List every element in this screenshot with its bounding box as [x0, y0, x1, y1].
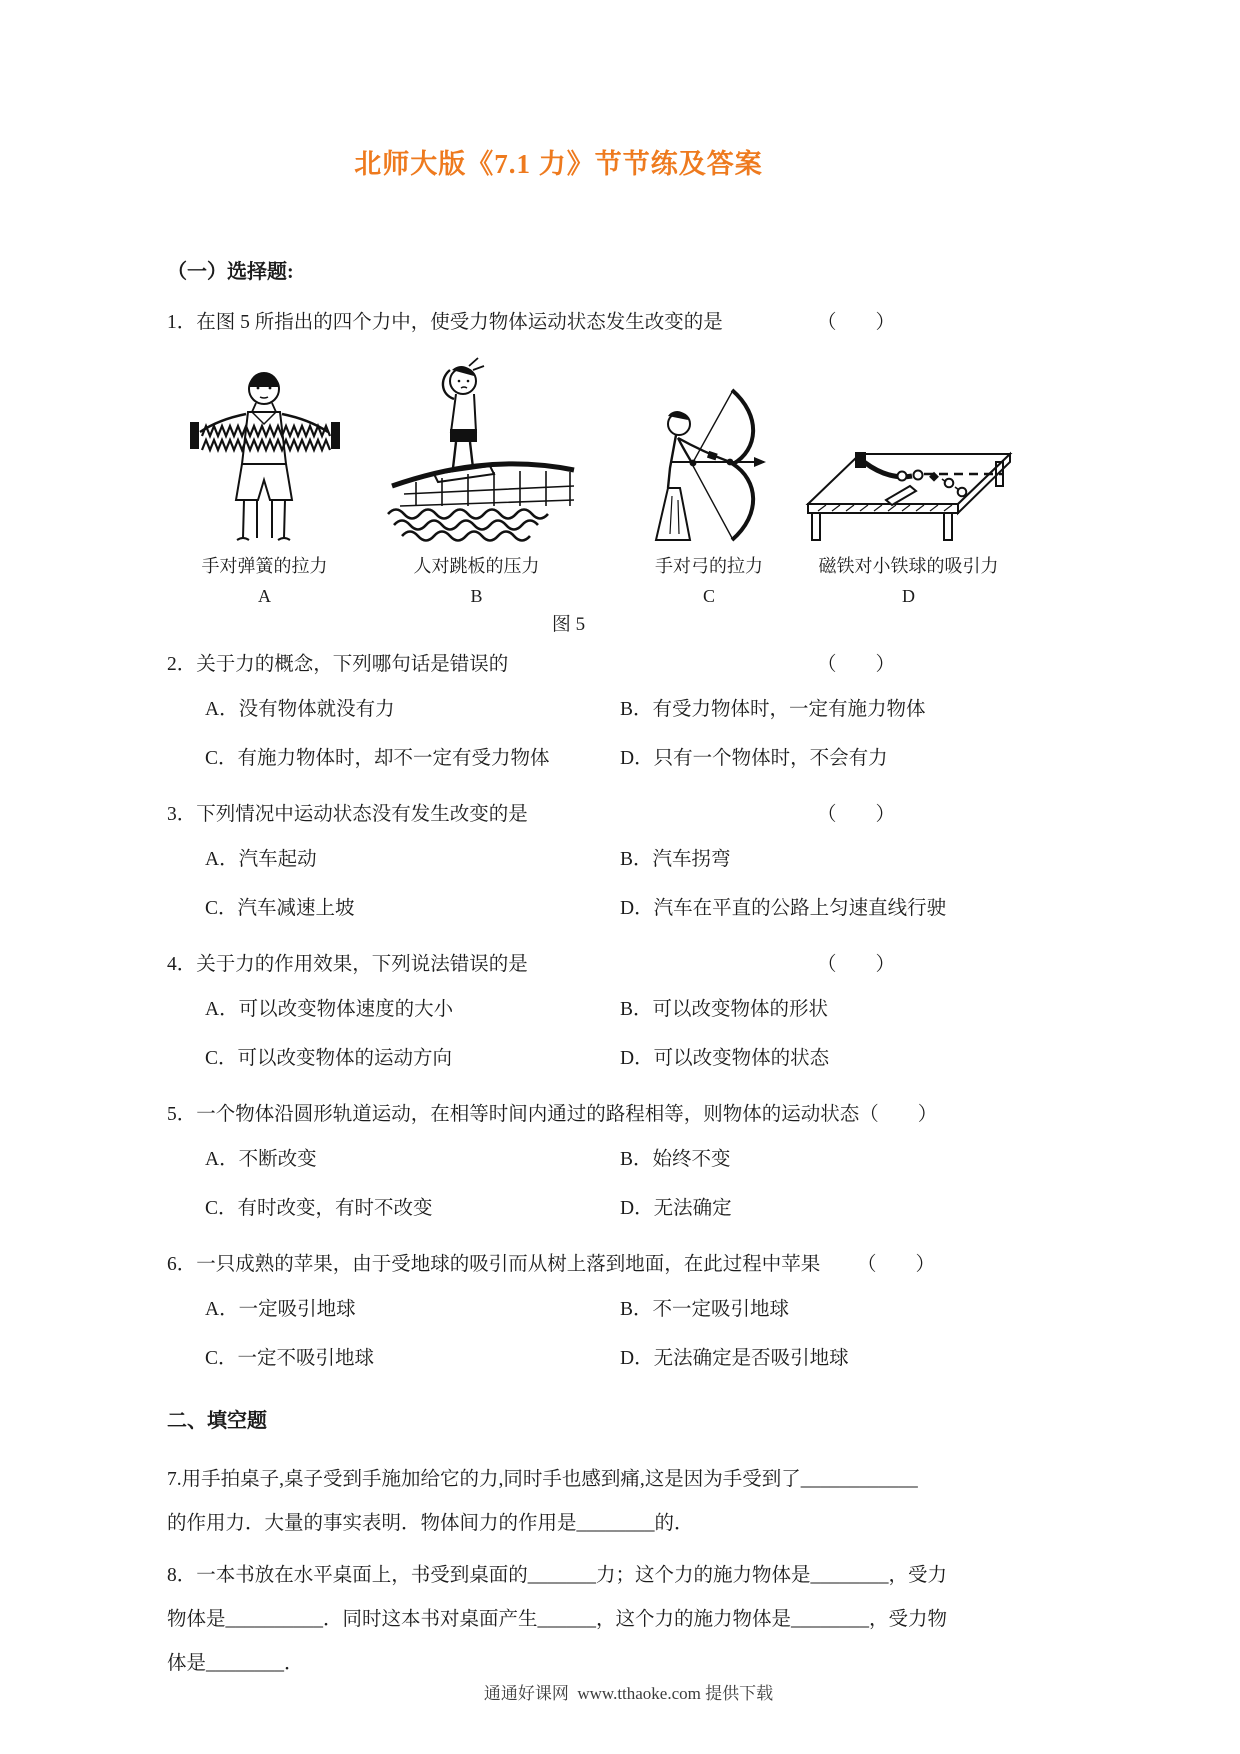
- figure5-item-c: [634, 384, 784, 607]
- question-2-option-a: A．没有物体就没有力: [205, 699, 395, 720]
- figure5-caption-b: 人对跳板的压力: [413, 556, 540, 576]
- question-6-option-c: C．一定不吸引地球: [205, 1348, 375, 1369]
- question-5-option-d: D．无法确定: [620, 1198, 732, 1219]
- question-2: [167, 636, 1120, 786]
- figure5-letter-a: A: [258, 586, 271, 606]
- man-stretching-spring-icon: [179, 362, 351, 544]
- question-3-option-c: C．汽车减速上坡: [205, 898, 355, 919]
- figure5-caption-d: 磁铁对小铁球的吸引力: [818, 556, 999, 576]
- question-4-option-a: A．可以改变物体速度的大小: [205, 999, 454, 1020]
- question-4-answer-brackets: （ ）: [816, 954, 895, 975]
- question-6-text: 6．一只成熟的苹果，由于受地球的吸引而从树上落到地面，在此过程中苹果: [167, 1254, 821, 1275]
- question-1-text: 1．在图 5 所指出的四个力中，使受力物体运动状态发生改变的是: [167, 312, 723, 333]
- section-fill-heading: 二、填空题: [167, 1410, 267, 1432]
- question-6: [167, 1236, 1120, 1386]
- question-8-line-2: 物体是__________．同时这本书对桌面产生______，这个力的施力物体是________，受力物: [167, 1609, 948, 1630]
- figure5-item-b: [374, 354, 579, 607]
- figure5-label: 图 5: [551, 614, 586, 635]
- question-2-options: [167, 696, 1120, 772]
- figure5-letter-d: D: [902, 586, 915, 606]
- question-4-options: [167, 996, 1120, 1072]
- question-4-option-b: B．可以改变物体的形状: [620, 999, 829, 1020]
- question-5-option-a: A．不断改变: [205, 1149, 317, 1170]
- question-3-options: [167, 846, 1120, 922]
- figure5-letter-b: B: [470, 586, 483, 606]
- question-2-option-b: B．有受力物体时，一定有施力物体: [620, 699, 926, 720]
- question-4-text-row: [167, 950, 1120, 980]
- question-3-text-row: [167, 800, 1120, 830]
- boy-on-diving-board-icon: [374, 354, 579, 544]
- question-5: [167, 1086, 1120, 1236]
- page-title: 北师大版《7.1 力》节节练及答案: [354, 149, 763, 179]
- question-2-text-row: [167, 650, 1120, 680]
- question-6-answer-brackets: （ ）: [856, 1254, 935, 1275]
- question-1-answer-brackets: （ ）: [816, 312, 895, 333]
- question-3-answer-brackets: （ ）: [816, 804, 895, 825]
- question-5-answer-brackets: （ ）: [859, 1104, 938, 1125]
- footer-text: 通通好课网 www.tthaoke.com 提供下载: [483, 1684, 774, 1703]
- figure5-strip: [167, 354, 1120, 607]
- question-6-options: [167, 1296, 1120, 1372]
- question-5-option-b: B．始终不变: [620, 1149, 731, 1170]
- question-5-text-row: [167, 1100, 1120, 1130]
- question-3-option-d: D．汽车在平直的公路上匀速直线行驶: [620, 898, 947, 919]
- question-7-line-1: 7.用手拍桌子,桌子受到手施加给它的力,同时手也感到痛,这是因为手受到了____________: [167, 1469, 918, 1490]
- question-7-line-2: 的作用力．大量的事实表明．物体间力的作用是________的．: [167, 1513, 694, 1534]
- question-6-option-a: A．一定吸引地球: [205, 1299, 356, 1320]
- question-3-option-b: B．汽车拐弯: [620, 849, 731, 870]
- question-8-line-3: 体是________．: [167, 1653, 304, 1674]
- figure5-item-d: [796, 424, 1021, 607]
- figure5-letter-c: C: [702, 586, 715, 606]
- archer-drawing-bow-icon: [634, 384, 784, 544]
- question-3-text: 3．下列情况中运动状态没有发生改变的是: [167, 804, 528, 825]
- section-choice-heading: （一）选择题:: [167, 261, 294, 283]
- figure5-item-a: [167, 362, 362, 607]
- magnet-attracting-steel-ball-icon: [798, 424, 1020, 544]
- question-6-option-d: D．无法确定是否吸引地球: [620, 1348, 849, 1369]
- question-6-text-row: [167, 1250, 1120, 1280]
- question-4-option-d: D．可以改变物体的状态: [620, 1048, 830, 1069]
- question-2-text: 2．关于力的概念，下列哪句话是错误的: [167, 654, 509, 675]
- question-3: [167, 786, 1120, 936]
- figure5-caption-a: 手对弹簧的拉力: [201, 556, 328, 576]
- question-1: [167, 308, 1120, 338]
- question-4-text: 4．关于力的作用效果，下列说法错误的是: [167, 954, 528, 975]
- question-5-option-c: C．有时改变，有时不改变: [205, 1198, 433, 1219]
- question-5-text: 5．一个物体沿圆形轨道运动，在相等时间内通过的路程相等，则物体的运动状态: [167, 1104, 860, 1125]
- question-4-option-c: C．可以改变物体的运动方向: [205, 1048, 453, 1069]
- question-6-option-b: B．不一定吸引地球: [620, 1299, 790, 1320]
- question-5-options: [167, 1146, 1120, 1222]
- question-3-option-a: A．汽车起动: [205, 849, 317, 870]
- question-2-answer-brackets: （ ）: [816, 654, 895, 675]
- question-2-option-d: D．只有一个物体时，不会有力: [620, 748, 888, 769]
- question-4: [167, 936, 1120, 1086]
- figure5-caption-c: 手对弓的拉力: [655, 556, 763, 576]
- question-8-line-1: 8．一本书放在水平桌面上，书受到桌面的_______力；这个力的施力物体是________，受力: [167, 1565, 948, 1586]
- question-2-option-c: C．有施力物体时，却不一定有受力物体: [205, 748, 550, 769]
